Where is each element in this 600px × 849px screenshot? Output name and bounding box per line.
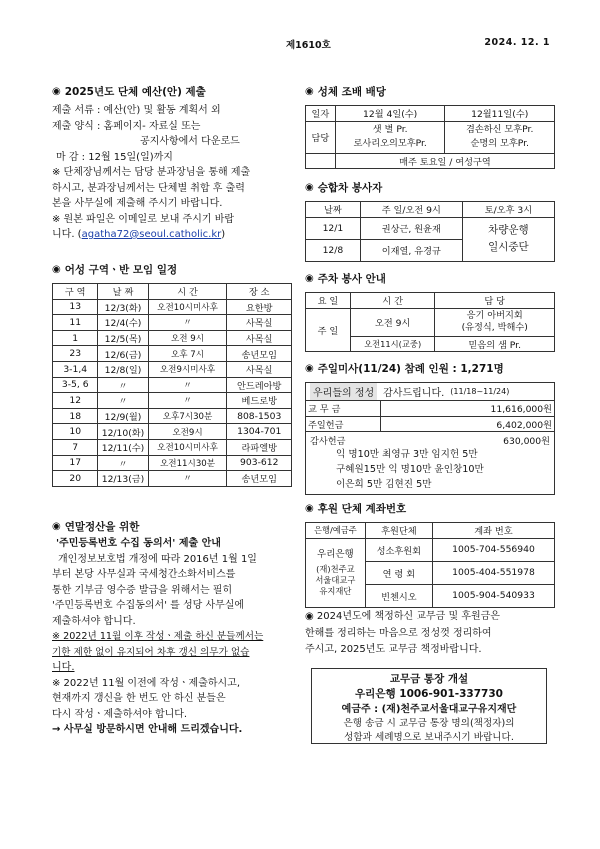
offering-title: 주일미사(11/24) 참례 인원 : 1,271명 xyxy=(317,363,504,375)
table-cell: 12/13(금) xyxy=(98,471,148,487)
table-cell: 안드레아방 xyxy=(227,377,292,393)
table-row xyxy=(53,377,292,393)
meetings-table xyxy=(52,283,292,487)
communion-table xyxy=(305,105,555,169)
donor-names: 구혜원15만 익 명10만 윤인창10만 xyxy=(336,464,484,476)
table-cell: 일시중단 xyxy=(488,241,529,254)
communion-section xyxy=(305,84,555,169)
donation-title: 후원 단체 계좌번호 xyxy=(317,503,407,515)
table-cell: 12월11일(수) xyxy=(445,106,555,122)
table-cell: 오전 9시 xyxy=(148,330,227,346)
table-cell: 순명의 모후Pr. xyxy=(470,138,529,150)
table-cell: 〃 xyxy=(98,455,148,471)
table-cell: 1304-701 xyxy=(227,424,292,440)
table-cell: 13 xyxy=(53,299,98,315)
notice-section xyxy=(305,609,555,659)
table-cell: 오후7시30분 xyxy=(148,408,227,424)
table-cell: 응기 아버지회 xyxy=(466,310,523,322)
bullet-icon: ◉ xyxy=(305,86,314,97)
bullet-icon: ◉ xyxy=(52,521,61,532)
consent-line: '주민등록번호 수집동의서' 를 성당 사무실에 xyxy=(52,600,245,611)
col-header: 은행/예금주 xyxy=(306,523,366,539)
table-cell: 요한방 xyxy=(227,299,292,315)
budget-title: 2025년도 단체 예산(안) 제출 xyxy=(64,86,206,98)
table-cell: 〃 xyxy=(148,315,227,331)
table-cell: 사목실 xyxy=(227,315,292,331)
table-cell: 12월 4일(수) xyxy=(335,106,445,122)
table-header-row xyxy=(53,284,292,300)
table-cell: 차량운행 xyxy=(488,224,529,237)
table-cell: 겸손하신 모후Pr. xyxy=(466,124,534,136)
tithe-account: 우리은행 1006-901-337730 xyxy=(355,688,503,700)
table-cell: 믿음의 샘 Pr. xyxy=(435,336,555,352)
table-header-row xyxy=(306,202,555,218)
table-cell: 1 xyxy=(53,330,98,346)
row-label: 교 무 금 xyxy=(306,401,381,417)
table-cell: 오후 7시 xyxy=(148,346,227,362)
budget-line: 공지사항에서 다운로드 xyxy=(140,136,240,147)
table-row xyxy=(53,299,292,315)
consent-line: ※ 2022년 11월 이후 작성ㆍ제출 하신 분들께서는 xyxy=(52,631,264,642)
parking-section xyxy=(305,271,555,352)
table-cell: 1005-904-540933 xyxy=(432,584,554,607)
table-cell: 3-1,4 xyxy=(53,361,98,377)
table-cell: 오전 9시 xyxy=(350,308,435,336)
budget-line: ※ 원본 파일은 이메일로 보내 주시기 바랍 xyxy=(52,213,235,225)
budget-line: 제출 서류 : 예산(안) 및 활동 계획서 외 xyxy=(52,105,221,116)
consent-title-1: 연말정산을 위한 xyxy=(64,521,140,533)
table-cell: 903-612 xyxy=(227,455,292,471)
offering-section xyxy=(305,361,555,495)
consent-line: 현재까지 갱신을 한 번도 안 하신 분들은 xyxy=(52,693,226,704)
consent-title-2: '주민등록번호 수집 동의서' 제출 안내 xyxy=(56,538,221,549)
budget-line: 본을 사무실에 제출해 주시기 바랍니다. xyxy=(52,198,223,209)
table-cell: 오전9시 xyxy=(148,424,227,440)
consent-line: 개인정보보호법 개정에 따라 2016년 1월 1일 xyxy=(58,553,257,565)
col-header: 요 일 xyxy=(306,293,351,309)
tithe-holder: 예금주 : (재)천주교서울대교구유지재단 xyxy=(341,704,517,715)
table-row xyxy=(53,424,292,440)
table-cell: 808-1503 xyxy=(227,408,292,424)
budget-line: 마 감 : 12월 15일(일)까지 xyxy=(56,151,173,163)
consent-line: 기한 제한 없이 유지되어 차후 갱신 의무가 없습 xyxy=(52,646,250,658)
budget-line: ※ 단체장님께서는 담당 분과장님을 통해 제출 xyxy=(52,167,251,178)
table-cell: 〃 xyxy=(148,377,227,393)
table-header-row xyxy=(306,523,555,539)
table-cell: 송년모임 xyxy=(227,346,292,362)
table-cell: 오전11시(교중) xyxy=(350,336,435,352)
table-row xyxy=(53,439,292,455)
consent-line: 다시 작성ㆍ제출하셔야 합니다. xyxy=(52,708,188,720)
parking-title: 주차 봉사 안내 xyxy=(317,273,386,285)
table-cell: 매주 토요일 / 여성구역 xyxy=(335,153,554,169)
row-label: 주일헌금 xyxy=(306,416,381,432)
table-cell: 오전9시미사후 xyxy=(148,361,227,377)
bullet-icon: ◉ xyxy=(305,363,314,374)
table-cell: 12/3(화) xyxy=(98,299,148,315)
col-header: 날 짜 xyxy=(98,284,148,300)
offering-table xyxy=(305,400,555,495)
table-cell: 3-5, 6 xyxy=(53,377,98,393)
tithe-line: 은행 송금 시 교무금 통장 명의(책정자)의 xyxy=(343,718,515,729)
table-cell: 12 xyxy=(53,393,98,409)
communion-title: 성체 조배 배당 xyxy=(317,86,386,98)
table-cell: 이재열, 유경규 xyxy=(360,239,462,261)
donor-names: 이은희 5만 김현진 5만 xyxy=(336,479,432,491)
table-cell: 11,616,000원 xyxy=(380,401,554,417)
budget-line: 니다. ( xyxy=(52,229,82,240)
table-cell: 라파엘방 xyxy=(227,439,292,455)
table-cell: 1005-404-551978 xyxy=(432,561,554,584)
offering-banner-period: (11/18~11/24) xyxy=(450,387,510,396)
table-cell: 18 xyxy=(53,408,98,424)
offering-banner-text: 감사드립니다. xyxy=(383,388,445,399)
notice-line: ◉ 2024년도에 책정하신 교무금 및 후원금은 xyxy=(305,611,500,622)
consent-line: 제출하셔야 합니다. xyxy=(52,615,136,627)
table-cell: 〃 xyxy=(98,377,148,393)
table-cell: 12/10(화) xyxy=(98,424,148,440)
account-holder: 서울대교구 xyxy=(315,574,356,585)
email-link[interactable]: agatha72@seoul.catholic.kr xyxy=(81,229,222,240)
col-header: 날짜 xyxy=(306,202,361,218)
table-cell: 빈첸시오 xyxy=(365,584,432,607)
donation-table xyxy=(305,522,555,608)
vehicle-title: 승합차 봉사자 xyxy=(317,182,383,194)
table-row xyxy=(53,455,292,471)
donor-names: 익 명10만 최영규 3만 임지헌 5만 xyxy=(336,449,478,461)
consent-line: ※ 2022년 11월 이전에 작성ㆍ제출하시고, xyxy=(52,677,241,689)
bullet-icon: ◉ xyxy=(52,264,61,275)
table-cell: 12/6(금) xyxy=(98,346,148,362)
table-cell: 사목실 xyxy=(227,361,292,377)
table-row xyxy=(53,361,292,377)
consent-line: → 사무실 방문하시면 안내해 드리겠습니다. xyxy=(52,724,243,735)
col-header: 구 역 xyxy=(53,284,98,300)
table-cell: 오전10시미사후 xyxy=(148,439,227,455)
table-row xyxy=(53,408,292,424)
bullet-icon: ◉ xyxy=(305,273,314,284)
table-cell: 로사리오의모후Pr. xyxy=(353,138,427,150)
table-cell: 오전10시미사후 xyxy=(148,299,227,315)
bullet-icon: ◉ xyxy=(305,503,314,514)
col-header: 토/오후 3시 xyxy=(462,202,554,218)
parking-table xyxy=(305,292,555,352)
table-cell: 12/4(수) xyxy=(98,315,148,331)
table-cell: 12/8 xyxy=(306,239,361,261)
issue-date: 2024. 12. 1 xyxy=(484,37,550,48)
account-holder: 유지재단 xyxy=(319,585,352,596)
meetings-title: 어성 구역ㆍ반 모임 일정 xyxy=(64,264,178,276)
table-row xyxy=(53,471,292,487)
vehicle-section xyxy=(305,180,555,262)
notice-line: 한해를 정리하는 마음으로 정성껏 정리하여 xyxy=(305,627,492,639)
table-cell: 권상근, 원윤재 xyxy=(360,217,462,239)
row-label: 담당 xyxy=(306,121,336,153)
meetings-section xyxy=(52,262,292,487)
row-label: 감사헌금 xyxy=(310,436,346,448)
bullet-icon: ◉ xyxy=(52,86,61,97)
vehicle-table xyxy=(305,201,555,262)
table-cell: 12/8(일) xyxy=(98,361,148,377)
table-cell: 17 xyxy=(53,455,98,471)
table-cell: 12/5(목) xyxy=(98,330,148,346)
col-header: 계좌 번호 xyxy=(432,523,554,539)
table-cell: 11 xyxy=(53,315,98,331)
consent-line: 통한 기부금 영수증 발급을 위해서는 필히 xyxy=(52,584,233,596)
table-cell: 사목실 xyxy=(227,330,292,346)
account-holder: (재)천주교 xyxy=(316,563,355,574)
bullet-icon: ◉ xyxy=(305,182,314,193)
col-header: 담 당 xyxy=(435,293,555,309)
tithe-box xyxy=(311,668,547,744)
col-header: 주 일/오전 9시 xyxy=(360,202,462,218)
donation-section xyxy=(305,501,555,608)
table-cell: 주 일 xyxy=(306,308,351,352)
table-cell: 〃 xyxy=(148,393,227,409)
issue-number: 제1610호 xyxy=(286,40,331,51)
bank-name: 우리은행 xyxy=(317,548,354,560)
table-cell: 10 xyxy=(53,424,98,440)
table-row xyxy=(53,315,292,331)
consent-line: 부터 본당 사무실과 국세청간소화서비스를 xyxy=(52,569,236,580)
budget-line: 하시고, 분과장님께서는 단체별 취합 후 출력 xyxy=(52,182,245,194)
budget-line: 제출 양식 : 홈페이지- 자료실 또는 xyxy=(52,120,201,132)
table-cell: 성소후원회 xyxy=(365,538,432,561)
table-cell: 6,402,000원 xyxy=(380,416,554,432)
budget-section: ◉ 2025년도 단체 예산(안) 제출 제출 서류 : 예산(안) 및 활동 계획서 외 제출 양식 : 홈페이지- 자료실 또는 공지사항에서 다운로드 마 감 : 12월 15일(일)까지 ※ 단체장님께서는 담당 분과장님을 통해 제출 하시고, 분과장님께서는 단체별 취합 후 출력 본을 사무실에 제출해 주시기 바랍니다. ※ 원본 파일은 이메일로 보내 주시기 바랍 니다. (agatha72@seoul.catholic.kr) xyxy=(52,84,292,243)
col-header: 장 소 xyxy=(227,284,292,300)
table-cell: 7 xyxy=(53,439,98,455)
table-cell: 1005-704-556940 xyxy=(432,538,554,561)
tithe-title: 교무금 통장 개설 xyxy=(389,673,469,685)
offering-banner-highlight: 우리들의 정성 xyxy=(310,383,377,400)
table-cell: 23 xyxy=(53,346,98,362)
table-cell: 연 령 회 xyxy=(365,561,432,584)
table-cell: (유정식, 박해수) xyxy=(461,322,528,334)
table-cell: 12/9(월) xyxy=(98,408,148,424)
table-cell: 오전11시30분 xyxy=(148,455,227,471)
consent-line: 니다. xyxy=(52,662,75,673)
table-cell: 샛 별 Pr. xyxy=(372,124,408,136)
col-header: 후원단체 xyxy=(365,523,432,539)
table-cell: 630,000원 xyxy=(503,436,550,448)
table-row xyxy=(53,330,292,346)
table-cell: 〃 xyxy=(98,393,148,409)
table-cell: 송년모임 xyxy=(227,471,292,487)
tithe-line: 성함과 세례명으로 보내주시기 바랍니다. xyxy=(344,732,514,743)
table-header-row xyxy=(306,293,555,309)
table-cell: 〃 xyxy=(148,471,227,487)
table-cell: 12/11(수) xyxy=(98,439,148,455)
consent-section xyxy=(52,519,292,738)
row-label: 일자 xyxy=(306,106,336,122)
table-cell: 12/1 xyxy=(306,217,361,239)
table-row xyxy=(53,393,292,409)
table-row xyxy=(53,346,292,362)
col-header: 시 간 xyxy=(148,284,227,300)
table-cell: 20 xyxy=(53,471,98,487)
col-header: 시 간 xyxy=(350,293,435,309)
notice-line: 주시고, 2025년도 교무금 책정바랍니다. xyxy=(305,644,482,655)
table-cell: 베드로방 xyxy=(227,393,292,409)
